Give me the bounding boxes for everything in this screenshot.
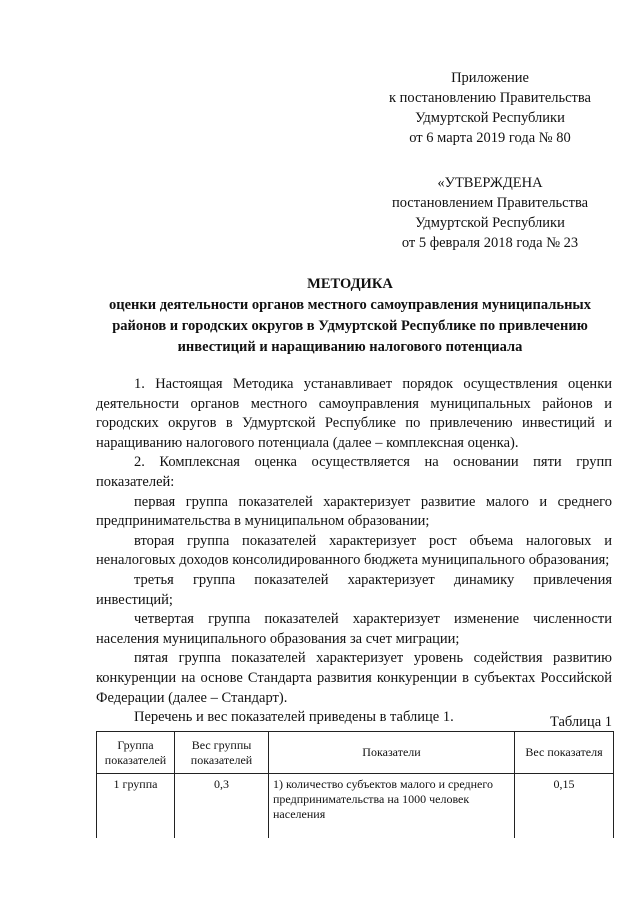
paragraph: Перечень и вес показателей приведены в таблице 1.	[134, 709, 454, 726]
paragraph: третья группа показателей характеризует динамику привлечения инвестиций;	[96, 571, 612, 608]
appendix-line: Удмуртской Республики	[415, 110, 565, 126]
approval-line: от 5 февраля 2018 года № 23	[401, 235, 579, 251]
header-indicators: Показатели	[269, 732, 515, 774]
header-group-weight: Вес группы показателей	[175, 732, 269, 774]
title-heading: МЕТОДИКА	[307, 276, 393, 292]
document-title	[80, 274, 620, 358]
paragraph: пятая группа показателей характеризует уровень содействия развитию конкуренции на основе Стандарта развития конкуренции в субъектах Российской Федерации (далее – Стандарт).	[96, 650, 612, 706]
approval-line: постановлением Правительства	[391, 195, 589, 211]
cell-group-weight: 0,3	[175, 774, 269, 839]
title-line: оценки деятельности органов местного самоуправления муниципальных	[108, 297, 591, 313]
appendix-line: Приложение	[451, 70, 529, 86]
body-text	[96, 375, 612, 728]
paragraph: 1. Настоящая Методика устанавливает порядок осуществления оценки деятельности органов местного самоуправления муниципальных районов и городских округов в Удмуртской Республике по привлечению инвестиций и наращиванию налогового потенциала (далее – комплексная оценка).	[96, 376, 612, 451]
table-caption: Таблица 1	[549, 714, 612, 730]
paragraph: первая группа показателей характеризует развитие малого и среднего предпринимательства в муниципальном образовании;	[96, 493, 612, 530]
cell-indicator-weight: 0,15	[515, 774, 614, 839]
title-line: районов и городских округов в Удмуртской Республике по привлечению	[112, 318, 588, 334]
table-header-row	[97, 732, 614, 774]
title-line: инвестиций и наращиванию налогового потенциала	[177, 339, 523, 355]
header-group: Группа показателей	[97, 732, 175, 774]
paragraph: вторая группа показателей характеризует рост объема налоговых и неналоговых доходов консолидированного бюджета муниципального образования;	[96, 532, 612, 569]
indicators-table	[96, 731, 614, 838]
approval-line: Удмуртской Республики	[415, 215, 565, 231]
appendix-line: от 6 марта 2019 года № 80	[409, 130, 571, 146]
approval-block	[372, 173, 608, 253]
cell-indicator: 1) количество субъектов малого и среднего предпринимательства на 1000 человек населения	[269, 774, 515, 839]
appendix-line: к постановлению Правительства	[389, 90, 591, 106]
approval-line: «УТВЕРЖДЕНА	[437, 175, 543, 191]
paragraph: четвертая группа показателей характеризует изменение численности населения муниципального образования за счет миграции;	[96, 611, 612, 647]
appendix-block	[372, 68, 608, 148]
paragraph: 2. Комплексная оценка осуществляется на основании пяти групп показателей:	[96, 454, 612, 490]
table-row	[97, 774, 614, 839]
cell-group: 1 группа	[97, 774, 175, 839]
header-indicator-weight: Вес показателя	[515, 732, 614, 774]
